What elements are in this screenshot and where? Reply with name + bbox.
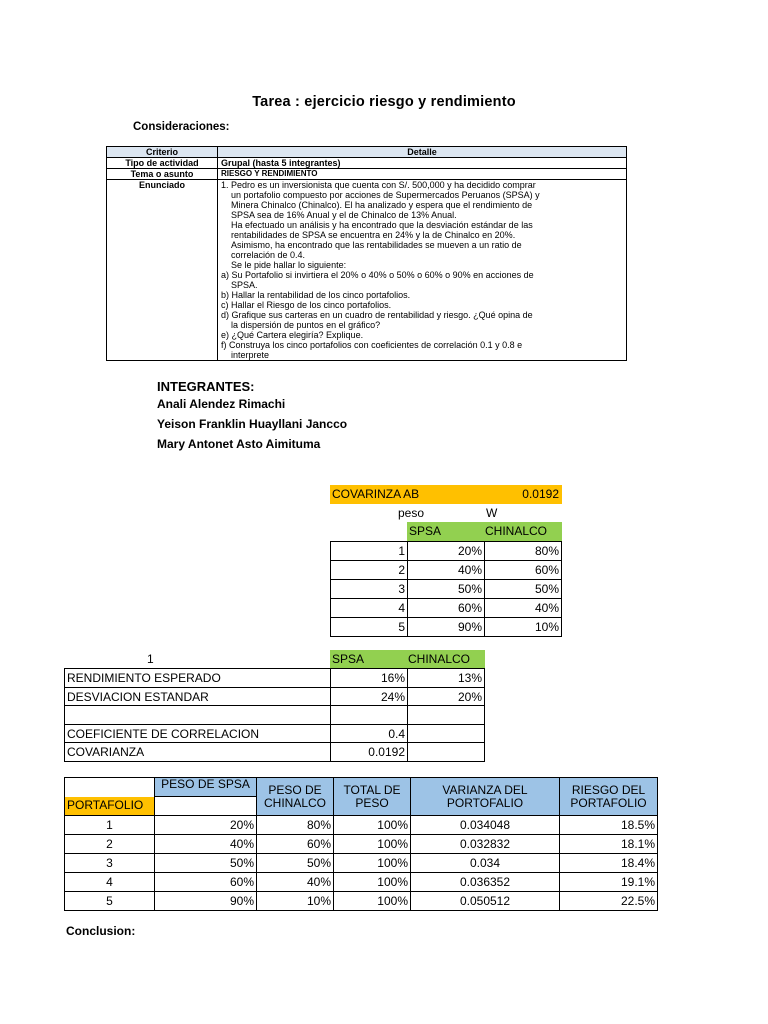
portfolio-header-blank — [65, 778, 155, 797]
correlacion-blank — [256, 724, 331, 744]
desviacion-blank — [256, 687, 331, 707]
portfolio-peso-chinalco: 50% — [257, 854, 334, 873]
weights-header — [407, 522, 562, 541]
enunciado-line: 1. Pedro es un inversionista que cuenta con S/. 500,000 y ha decidido comprar — [221, 180, 536, 190]
weights-row-chinalco: 60% — [484, 560, 562, 580]
covarianza-label: COVARIANZA — [64, 742, 257, 762]
conclusion-label: Conclusion: — [66, 924, 136, 938]
integrantes-heading: INTEGRANTES: — [157, 379, 255, 394]
covarianza-chinalco — [407, 742, 485, 762]
covarianza-blank — [256, 742, 331, 762]
tipo-actividad-label: Tipo de actividad — [107, 158, 218, 169]
blank-chinalco — [407, 705, 485, 725]
table-row — [65, 854, 658, 873]
enunciado-line: Minera Chinalco (Chinalco). El ha analizado y espera que el rendimiento de — [231, 200, 533, 210]
portfolio-riesgo: 18.4% — [560, 854, 658, 873]
covarianza-ab-label: COVARINZA AB — [332, 487, 420, 501]
criteria-table — [106, 146, 627, 361]
enunciado-text — [218, 180, 627, 361]
portfolio-peso-chinalco: 10% — [257, 892, 334, 911]
desviacion-chinalco: 20% — [407, 687, 485, 707]
weights-row-chinalco: 50% — [484, 579, 562, 599]
weights-row-chinalco: 10% — [484, 617, 562, 637]
weights-row-number: 2 — [330, 560, 408, 580]
rendimiento-spsa: 16% — [330, 668, 408, 688]
stats-number-label: 1 — [147, 652, 154, 666]
peso-label: peso — [398, 506, 425, 520]
portfolio-peso-chinalco: 40% — [257, 873, 334, 892]
header-total-peso: TOTAL DE PESO — [334, 778, 411, 816]
covarianza-spsa: 0.0192 — [330, 742, 408, 762]
weights-row-spsa: 50% — [407, 579, 485, 599]
portfolio-peso-spsa: 20% — [155, 816, 257, 835]
enunciado-line: b) Hallar la rentabilidad de los cinco portafolios. — [221, 290, 411, 300]
header-peso-spsa: PESO DE SPSA — [155, 778, 257, 797]
portfolio-riesgo: 18.5% — [560, 816, 658, 835]
portfolio-peso-chinalco: 80% — [257, 816, 334, 835]
enunciado-line: a) Su Portafolio si invirtiera el 20% o 40% o 50% o 60% o 90% en acciones de — [221, 270, 534, 280]
portfolio-number: 1 — [65, 816, 155, 835]
stats-header-spsa: SPSA — [332, 652, 365, 666]
weights-header-spsa: SPSA — [409, 524, 442, 538]
portfolio-number: 2 — [65, 835, 155, 854]
portfolio-total-peso: 100% — [334, 892, 411, 911]
portfolio-varianza: 0.050512 — [411, 892, 560, 911]
consideraciones-heading: Consideraciones: — [133, 121, 230, 133]
enunciado-line: SPSA. — [231, 280, 258, 290]
portfolio-total-peso: 100% — [334, 816, 411, 835]
portfolio-peso-spsa: 50% — [155, 854, 257, 873]
portfolio-varianza: 0.034048 — [411, 816, 560, 835]
header-peso-chinalco: PESO DE CHINALCO — [257, 778, 334, 816]
stats-header — [330, 650, 485, 669]
integrante-name: Yeison Franklin Huayllani Jancco — [157, 417, 348, 431]
weights-row-spsa: 90% — [407, 617, 485, 637]
rendimiento-label: RENDIMIENTO ESPERADO — [64, 668, 257, 688]
portfolio-total-peso: 100% — [334, 854, 411, 873]
portfolio-peso-chinalco: 60% — [257, 835, 334, 854]
weights-row-number: 1 — [330, 541, 408, 561]
enunciado-line: Se le pide hallar lo siguiente: — [231, 260, 347, 270]
portfolio-riesgo: 19.1% — [560, 873, 658, 892]
page-title: Tarea : ejercicio riesgo y rendimiento — [252, 94, 516, 110]
correlacion-spsa: 0.4 — [330, 724, 408, 744]
stats-header-chinalco: CHINALCO — [408, 652, 471, 666]
enunciado-line: Asimismo, ha encontrado que las rentabilidades se mueven a un ratio de — [231, 240, 522, 250]
header-riesgo: RIESGO DEL PORTAFOLIO — [560, 778, 658, 816]
enunciado-line: d) Grafique sus carteras en un cuadro de rentabilidad y riesgo. ¿Qué opina de — [221, 310, 533, 320]
portfolio-total-peso: 100% — [334, 835, 411, 854]
criteria-header-criterio: Criterio — [107, 147, 218, 158]
desviacion-spsa: 24% — [330, 687, 408, 707]
blank-blank — [256, 705, 331, 725]
table-row — [65, 816, 658, 835]
rendimiento-blank — [256, 668, 331, 688]
enunciado-line: interprete — [231, 350, 270, 360]
enunciado-label: Enunciado — [107, 180, 218, 361]
desviacion-label: DESVIACION ESTANDAR — [64, 687, 257, 707]
enunciado-line: correlación de 0.4. — [231, 250, 306, 260]
rendimiento-chinalco: 13% — [407, 668, 485, 688]
table-row — [65, 835, 658, 854]
weights-row-spsa: 60% — [407, 598, 485, 618]
portfolio-peso-spsa: 60% — [155, 873, 257, 892]
header-varianza: VARIANZA DEL PORTOFALIO — [411, 778, 560, 816]
weights-header-chinalco: CHINALCO — [485, 524, 548, 538]
blank-spsa — [330, 705, 408, 725]
w-label: W — [486, 506, 498, 520]
portfolio-riesgo: 18.1% — [560, 835, 658, 854]
table-row — [65, 873, 658, 892]
weights-row-chinalco: 40% — [484, 598, 562, 618]
header-portafolio: PORTAFOLIO — [65, 797, 155, 816]
weights-row-number: 3 — [330, 579, 408, 599]
weights-row-spsa: 20% — [407, 541, 485, 561]
weights-row-number: 5 — [330, 617, 408, 637]
portfolio-number: 5 — [65, 892, 155, 911]
portfolio-number: 3 — [65, 854, 155, 873]
portfolio-varianza: 0.034 — [411, 854, 560, 873]
table-row — [65, 892, 658, 911]
enunciado-line: SPSA sea de 16% Anual y el de Chinalco de 13% Anual. — [231, 210, 457, 220]
criteria-header-detalle: Detalle — [218, 147, 627, 158]
weights-row-chinalco: 80% — [484, 541, 562, 561]
enunciado-line: f) Construya los cinco portafolios con coeficientes de correlación 0.1 y 0.8 e — [221, 340, 523, 350]
portfolio-peso-spsa: 90% — [155, 892, 257, 911]
header-blank-cell — [155, 797, 257, 816]
portfolio-total-peso: 100% — [334, 873, 411, 892]
enunciado-line: un portafolio compuesto por acciones de Supermercados Peruanos (SPSA) y — [231, 190, 540, 200]
integrante-name: Mary Antonet Asto Aimituma — [157, 437, 321, 451]
covarianza-ab-value: 0.0192 — [522, 487, 559, 501]
portfolio-varianza: 0.036352 — [411, 873, 560, 892]
correlacion-label: COEFICIENTE DE CORRELACION — [64, 724, 257, 744]
weights-row-spsa: 40% — [407, 560, 485, 580]
portfolio-table — [64, 777, 658, 911]
correlacion-chinalco — [407, 724, 485, 744]
weights-row-number: 4 — [330, 598, 408, 618]
enunciado-line: la dispersión de puntos en el gráfico? — [231, 320, 381, 330]
enunciado-line: e) ¿Qué Cartera elegiría? Explique. — [221, 330, 364, 340]
portfolio-peso-spsa: 40% — [155, 835, 257, 854]
tipo-actividad-value: Grupal (hasta 5 integrantes) — [218, 158, 627, 169]
portfolio-number: 4 — [65, 873, 155, 892]
tema-label: Tema o asunto — [107, 169, 218, 180]
integrante-name: Anali Alendez Rimachi — [157, 397, 286, 411]
blank-label — [64, 705, 257, 725]
portfolio-riesgo: 22.5% — [560, 892, 658, 911]
tema-value: RIESGO Y RENDIMIENTO — [218, 169, 627, 180]
covarianza-ab-row — [330, 485, 562, 504]
portfolio-varianza: 0.032832 — [411, 835, 560, 854]
enunciado-line: Ha efectuado un análisis y ha encontrado que la desviación estándar de las — [231, 220, 533, 230]
enunciado-line: rentabilidades de SPSA se encuentra en 24% y la de Chinalco en 20%. — [231, 230, 516, 240]
enunciado-line: c) Hallar el Riesgo de los cinco portafolios. — [221, 300, 392, 310]
